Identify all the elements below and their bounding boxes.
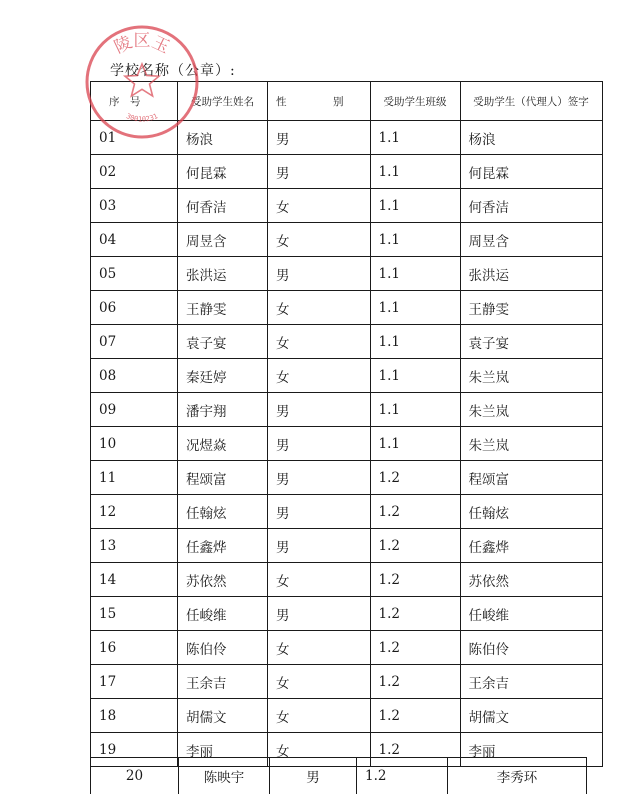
student-gender: 女 bbox=[268, 291, 371, 325]
table-row bbox=[91, 155, 603, 189]
student-name: 秦廷婷 bbox=[178, 359, 268, 393]
table-row bbox=[91, 393, 603, 427]
signature-cell: 周昱含 bbox=[460, 223, 602, 257]
row-number: 20 bbox=[91, 758, 179, 794]
student-gender: 男 bbox=[268, 597, 371, 631]
student-name: 胡儒文 bbox=[178, 699, 268, 733]
row-number: 08 bbox=[91, 359, 178, 393]
student-class: 1.1 bbox=[370, 393, 460, 427]
student-gender: 女 bbox=[268, 325, 371, 359]
signature-cell: 任翰炫 bbox=[460, 495, 602, 529]
student-name: 潘宇翔 bbox=[178, 393, 268, 427]
student-gender: 女 bbox=[268, 189, 371, 223]
student-gender: 女 bbox=[268, 563, 371, 597]
student-name: 陈伯伶 bbox=[178, 631, 268, 665]
student-gender: 女 bbox=[268, 733, 371, 767]
student-name: 袁子宴 bbox=[178, 325, 268, 359]
student-name: 杨浪 bbox=[178, 121, 268, 155]
svg-text:30010231: 30010231 bbox=[124, 112, 160, 124]
row-number: 17 bbox=[91, 665, 178, 699]
signature-cell: 朱兰岚 bbox=[460, 359, 602, 393]
row-number: 16 bbox=[91, 631, 178, 665]
signature-cell: 任峻维 bbox=[460, 597, 602, 631]
signature-cell: 苏依然 bbox=[460, 563, 602, 597]
student-class: 1.1 bbox=[370, 189, 460, 223]
student-gender: 男 bbox=[268, 257, 371, 291]
student-class: 1.2 bbox=[370, 631, 460, 665]
student-class: 1.1 bbox=[370, 121, 460, 155]
student-name: 张洪运 bbox=[178, 257, 268, 291]
recipient-table bbox=[90, 81, 603, 767]
student-name: 苏依然 bbox=[178, 563, 268, 597]
student-gender: 女 bbox=[268, 699, 371, 733]
signature-cell: 陈伯伶 bbox=[460, 631, 602, 665]
table-header-row bbox=[91, 82, 603, 121]
table-row bbox=[91, 257, 603, 291]
signature-cell: 朱兰岚 bbox=[460, 427, 602, 461]
student-name: 任峻维 bbox=[178, 597, 268, 631]
student-class: 1.2 bbox=[370, 733, 460, 767]
table-row bbox=[91, 223, 603, 257]
signature-cell: 程颂富 bbox=[460, 461, 602, 495]
column-header-signature: 受助学生（代理人）签字 bbox=[460, 82, 602, 121]
table-row bbox=[91, 597, 603, 631]
signature-cell: 张洪运 bbox=[460, 257, 602, 291]
student-gender: 女 bbox=[268, 359, 371, 393]
student-gender: 男 bbox=[268, 427, 371, 461]
table-row bbox=[91, 529, 603, 563]
student-name: 周昱含 bbox=[178, 223, 268, 257]
column-header-gender: 性 别 bbox=[268, 82, 371, 121]
student-gender: 男 bbox=[268, 529, 371, 563]
table-row bbox=[91, 631, 603, 665]
student-class: 1.1 bbox=[370, 155, 460, 189]
student-class: 1.2 bbox=[357, 758, 448, 794]
signature-cell: 王余吉 bbox=[460, 665, 602, 699]
student-class: 1.1 bbox=[370, 291, 460, 325]
column-header-student-name: 受助学生姓名 bbox=[178, 82, 268, 121]
row-number: 02 bbox=[91, 155, 178, 189]
row-number: 03 bbox=[91, 189, 178, 223]
student-class: 1.1 bbox=[370, 427, 460, 461]
student-class: 1.2 bbox=[370, 563, 460, 597]
column-header-number: 序 号 bbox=[91, 82, 178, 121]
student-class: 1.2 bbox=[370, 699, 460, 733]
signature-cell: 何香洁 bbox=[460, 189, 602, 223]
row-number: 09 bbox=[91, 393, 178, 427]
column-header-class: 受助学生班级 bbox=[370, 82, 460, 121]
student-name: 何香洁 bbox=[178, 189, 268, 223]
student-class: 1.1 bbox=[370, 223, 460, 257]
row-number: 13 bbox=[91, 529, 178, 563]
row-number: 01 bbox=[91, 121, 178, 155]
row-number: 12 bbox=[91, 495, 178, 529]
student-gender: 女 bbox=[268, 631, 371, 665]
row-number: 07 bbox=[91, 325, 178, 359]
table-row-last bbox=[90, 757, 587, 794]
table-row bbox=[91, 461, 603, 495]
table-row bbox=[91, 189, 603, 223]
row-number: 04 bbox=[91, 223, 178, 257]
signature-cell: 任鑫烨 bbox=[460, 529, 602, 563]
row-number: 14 bbox=[91, 563, 178, 597]
signature-cell: 李丽 bbox=[460, 733, 602, 767]
student-class: 1.2 bbox=[370, 529, 460, 563]
student-gender: 男 bbox=[268, 393, 371, 427]
student-class: 1.2 bbox=[370, 495, 460, 529]
table-row bbox=[91, 359, 603, 393]
table-row bbox=[91, 427, 603, 461]
row-number: 10 bbox=[91, 427, 178, 461]
student-class: 1.2 bbox=[370, 461, 460, 495]
student-gender: 男 bbox=[268, 461, 371, 495]
student-name: 何昆霖 bbox=[178, 155, 268, 189]
table-row bbox=[91, 121, 603, 155]
signature-cell: 王静雯 bbox=[460, 291, 602, 325]
student-class: 1.2 bbox=[370, 597, 460, 631]
svg-text:陵区玉: 陵区玉 bbox=[111, 31, 173, 58]
student-class: 1.1 bbox=[370, 257, 460, 291]
table-row bbox=[91, 699, 603, 733]
student-name: 李丽 bbox=[178, 733, 268, 767]
row-number: 05 bbox=[91, 257, 178, 291]
student-gender: 女 bbox=[268, 223, 371, 257]
student-gender: 男 bbox=[268, 121, 371, 155]
student-gender: 女 bbox=[268, 665, 371, 699]
signature-cell: 李秀环 bbox=[496, 770, 538, 786]
row-number: 06 bbox=[91, 291, 178, 325]
student-class: 1.2 bbox=[370, 665, 460, 699]
student-gender: 男 bbox=[268, 495, 371, 529]
row-number: 19 bbox=[91, 733, 178, 767]
table-row bbox=[91, 495, 603, 529]
student-class: 1.1 bbox=[370, 325, 460, 359]
signature-cell: 袁子宴 bbox=[460, 325, 602, 359]
student-name: 任翰炫 bbox=[178, 495, 268, 529]
table-row bbox=[91, 291, 603, 325]
table-row bbox=[91, 325, 603, 359]
row-number: 18 bbox=[91, 699, 178, 733]
signature-cell: 何昆霖 bbox=[460, 155, 602, 189]
signature-cell: 胡儒文 bbox=[460, 699, 602, 733]
student-name: 王静雯 bbox=[178, 291, 268, 325]
row-number: 15 bbox=[91, 597, 178, 631]
row-number: 11 bbox=[91, 461, 178, 495]
student-name: 陈映宇 bbox=[179, 758, 270, 794]
signature-cell: 杨浪 bbox=[460, 121, 602, 155]
table-row bbox=[91, 665, 603, 699]
student-class: 1.1 bbox=[370, 359, 460, 393]
student-name: 王余吉 bbox=[178, 665, 268, 699]
student-gender: 男 bbox=[270, 758, 357, 794]
signature-cell: 朱兰岚 bbox=[460, 393, 602, 427]
student-name: 任鑫烨 bbox=[178, 529, 268, 563]
student-name: 况煜焱 bbox=[178, 427, 268, 461]
table-row bbox=[91, 563, 603, 597]
school-name-label: 学校名称（公章）: bbox=[110, 63, 236, 79]
student-gender: 男 bbox=[268, 155, 371, 189]
student-name: 程颂富 bbox=[178, 461, 268, 495]
